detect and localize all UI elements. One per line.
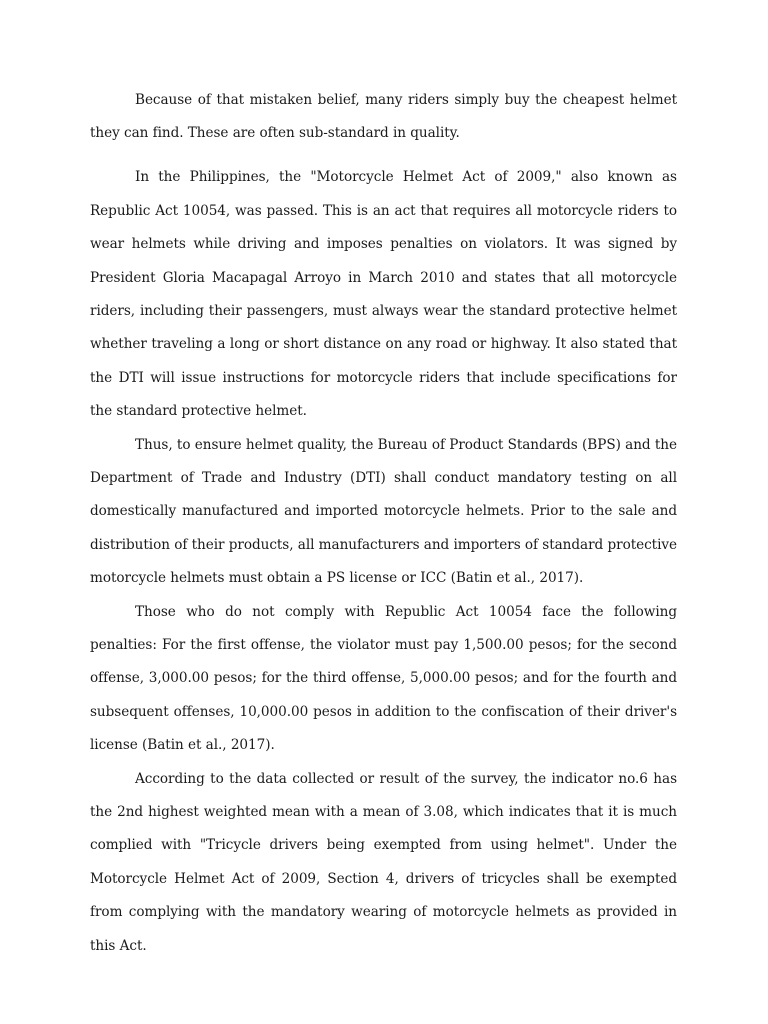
paragraph-helmet-act: In the Philippines, the "Motorcycle Helmet Act of 2009," also known as Republic Act 10054, was passed. This is an act that requires all motorcycle riders to wear helmets while driving and imposes penalties on violators. It was signed by President Gloria Macapagal Arroyo in March 2010 and states that all motorcycle riders, including their passengers, must always wear the standard protective helmet whether traveling a long or short distance on any road or highway. It also stated that the DTI will issue instructions for motorcycle riders that include specifications for the standard protective helmet. xyxy=(90,169,677,420)
paragraph-penalties: Those who do not comply with Republic Act 10054 face the following penalties: For the first offense, the violator must pay 1,500.00 pesos; for the second offense, 3,000.00 pesos; for the third offense, 5,000.00 pesos; and for the fourth and subsequent offenses, 10,000.00 pesos in addition to the confiscation of their driver's license (Batin et al., 2017). xyxy=(90,603,677,754)
paragraph-survey-result: According to the data collected or result of the survey, the indicator no.6 has the 2nd highest weighted mean with a mean of 3.08, which indicates that it is much complied with "Tricycle drivers being exempted from using helmet". Under the Motorcycle Helmet Act of 2009, Section 4, drivers of tricycles shall be exempted from complying with the mandatory wearing of motorcycle helmets as provided in this Act. xyxy=(90,770,677,954)
document-page xyxy=(90,84,677,963)
paragraph-helmet-quality: Thus, to ensure helmet quality, the Bureau of Product Standards (BPS) and the Department of Trade and Industry (DTI) shall conduct mandatory testing on all domestically manufactured and imported motorcycle helmets. Prior to the sale and distribution of their products, all manufacturers and importers of standard protective motorcycle helmets must obtain a PS license or ICC (Batin et al., 2017). xyxy=(90,436,678,587)
paragraph-cheap-helmets: Because of that mistaken belief, many riders simply buy the cheapest helmet they can find. These are often sub-standard in quality. xyxy=(90,92,677,142)
